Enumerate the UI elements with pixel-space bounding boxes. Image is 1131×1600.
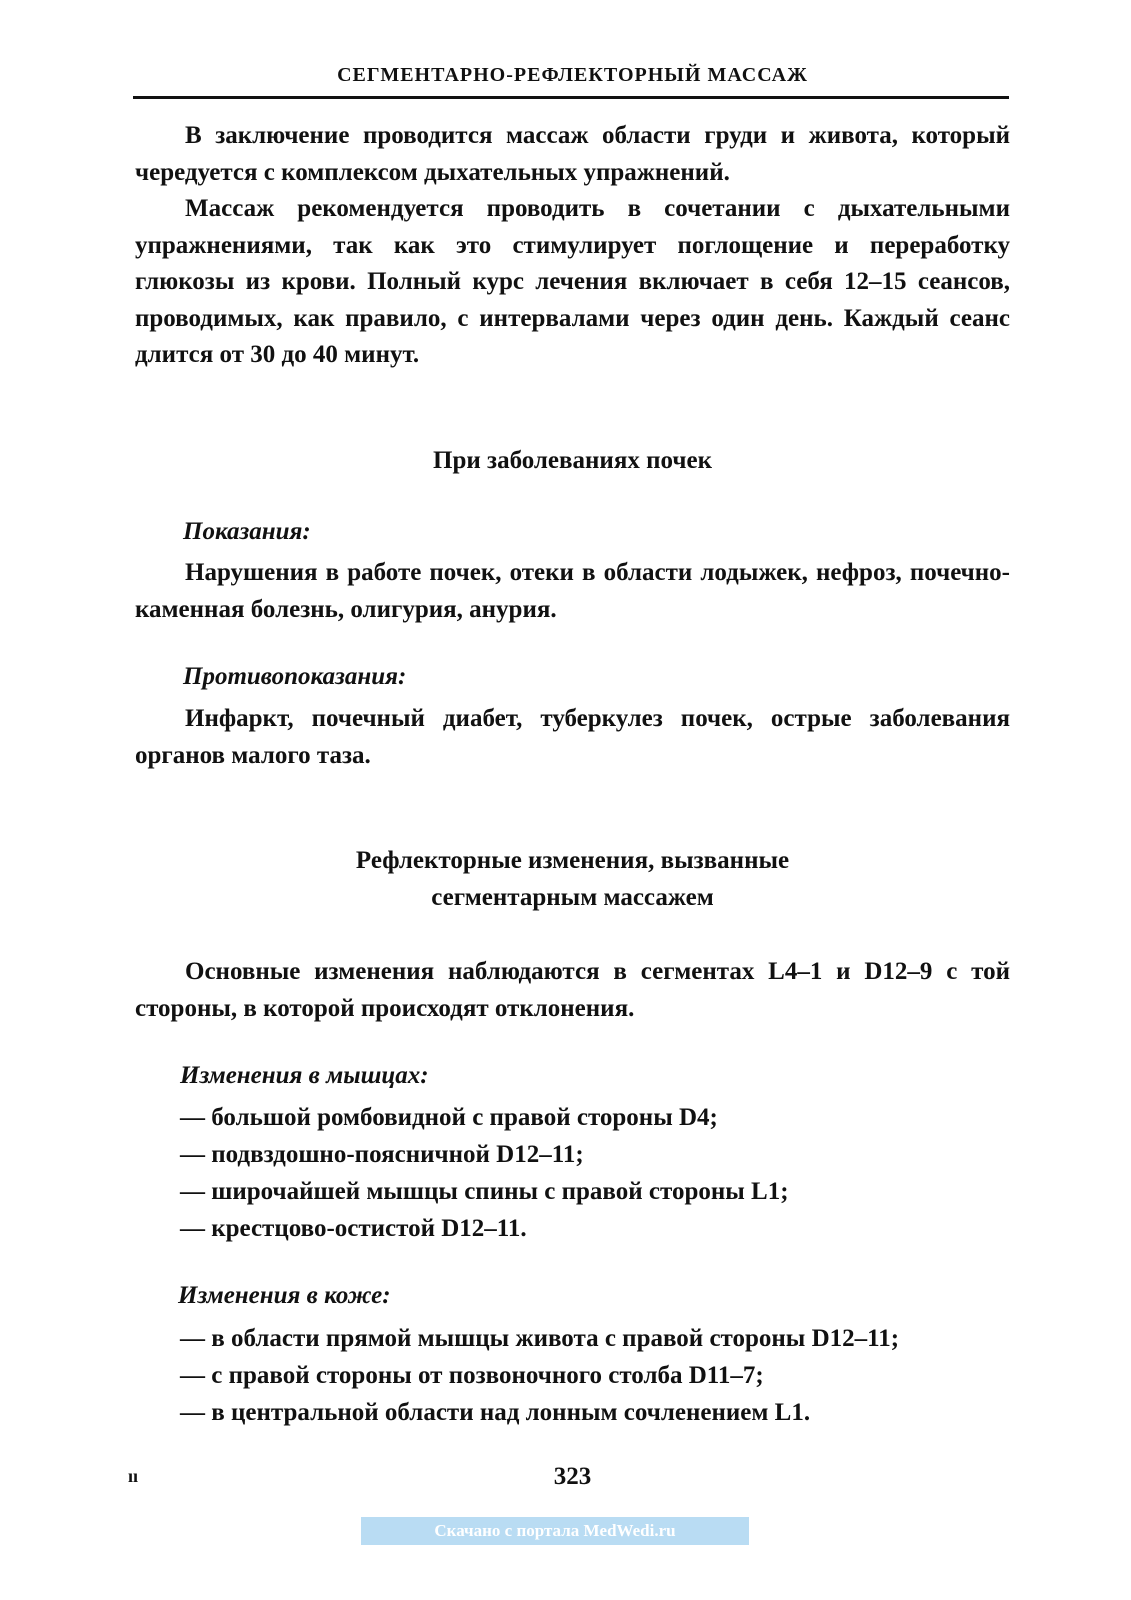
list-item: — широчайшей мышцы спины с правой стороны L1; xyxy=(180,1178,789,1205)
page-number: 323 xyxy=(553,1463,592,1490)
list-item: — крестцово-остистой D12–11. xyxy=(180,1215,527,1242)
contraindications-text: Инфаркт, почечный диабет, туберкулез почек, острые заболевания органов малого таза. xyxy=(135,705,1010,769)
indications-text: Нарушения в работе почек, отеки в области лодыжек, нефроз, почечно-каменная болезнь, олигурия, анурия. xyxy=(135,559,1010,623)
reflex-main-text: Основные изменения наблюдаются в сегментах L4–1 и D12–9 с той стороны, в которой происходят отклонения. xyxy=(135,958,1010,1022)
indications-label: Показания: xyxy=(183,518,311,545)
margin-mark: ıı xyxy=(128,1466,139,1486)
reflex-heading-line-1: Рефлекторные изменения, вызванные xyxy=(355,847,790,874)
list-item: — большой ромбовидной с правой стороны D4; xyxy=(180,1104,718,1131)
running-head: СЕГМЕНТАРНО-РЕФЛЕКТОРНЫЙ МАССАЖ xyxy=(337,64,808,86)
kidneys-heading: При заболеваниях почек xyxy=(433,447,712,474)
intro-paragraph-1: В заключение проводится массаж области груди и живота, который чередуется с комплексом дыхательных упражнений. xyxy=(135,122,1010,186)
muscles-label: Изменения в мышцах: xyxy=(180,1062,429,1089)
list-item: — в области прямой мышцы живота с правой стороны D12–11; xyxy=(180,1325,900,1352)
intro-paragraph-2: Массаж рекомендуется проводить в сочетании с дыхательными упражнениями, так как это стимулирует поглощение и переработку глюкозы из крови. Полный курс лечения включает в себя 12–15 сеансов, проводимых, как правило, с интервалами через один день. Каждый сеанс длится от 30 до 40 минут. xyxy=(135,195,1010,368)
header-rule xyxy=(133,96,1009,99)
reflex-heading-line-2: сегментарным массажем xyxy=(431,884,714,911)
list-item: — подвздошно-поясничной D12–11; xyxy=(180,1141,584,1168)
skin-list xyxy=(180,1320,1010,1431)
muscles-list xyxy=(180,1099,1010,1247)
skin-label: Изменения в коже: xyxy=(178,1282,391,1309)
list-item: — с правой стороны от позвоночного столба D11–7; xyxy=(180,1362,764,1389)
contraindications-label: Противопоказания: xyxy=(183,663,407,690)
download-watermark: Скачано с портала MedWedi.ru xyxy=(361,1517,749,1545)
list-item: — в центральной области над лонным сочленением L1. xyxy=(180,1399,811,1426)
